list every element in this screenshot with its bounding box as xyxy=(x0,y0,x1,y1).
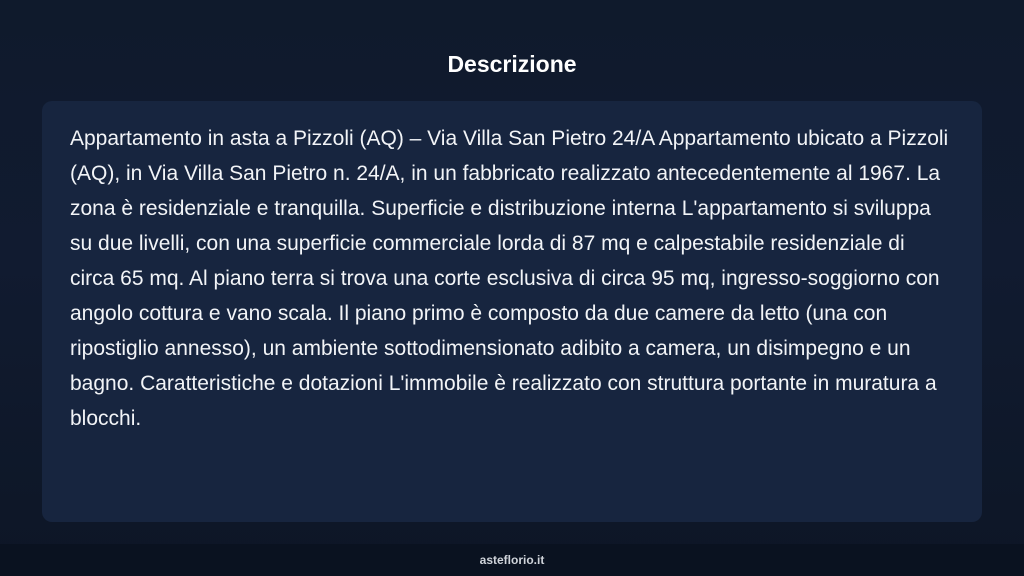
footer-site-name: asteflorio.it xyxy=(479,553,545,567)
page-title: Descrizione xyxy=(447,51,577,77)
footer-bar xyxy=(0,544,1024,576)
description-card xyxy=(42,101,982,522)
description-text: Appartamento in asta a Pizzoli (AQ) – Via Villa San Pietro 24/A Appartamento ubicato a Pizzoli (AQ), in Via Villa San Pietro n. 24/A, in un fabbricato realizzato antecedentemente al 1967. La zona è residenziale e tranquilla. Superficie e distribuzione interna L'appartamento si sviluppa su due livelli, con una superficie commerciale lorda di 87 mq e calpestabile residenziale di circa 65 mq. Al piano terra si trova una corte esclusiva di circa 95 mq, ingresso-soggiorno con angolo cottura e vano scala. Il piano primo è composto da due camere da letto (una con ripostiglio annesso), un ambiente sottodimensionato adibito a camera, un disimpegno e un bagno. Caratteristiche e dotazioni L'immobile è realizzato con struttura portante in muratura a blocchi. xyxy=(70,127,949,430)
